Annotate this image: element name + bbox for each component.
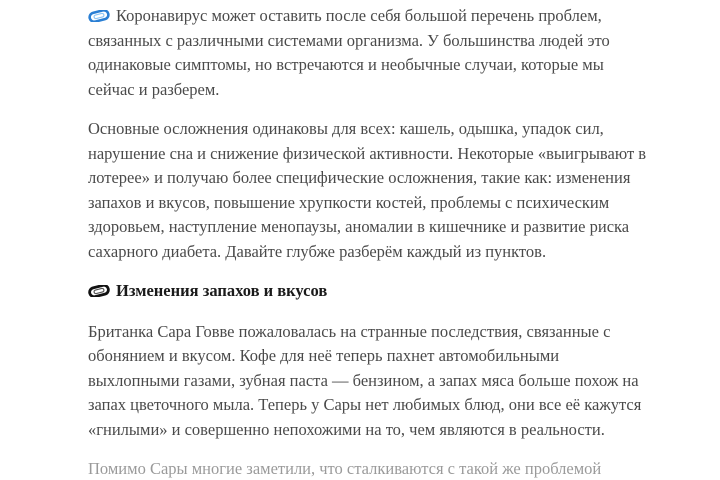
blue-paperclip-icon [88, 10, 110, 22]
story-paragraph: Британка Сара Говве пожаловалась на странные последствия, связанные с обонянием и вкусом. Кофе для неё теперь пахнет автомобильными выхлопными газами, зубная паста — бензином, а запах мяса больше похож на запах цветочного мыла. Теперь у Сары нет любимых блюд, они все её кажутся «гнилыми» и совершенно непохожими на то, чем являются в реальности. [88, 321, 642, 439]
cut-off-paragraph: Помимо Сары многие заметили, что сталкиваются с такой же проблемой [88, 459, 602, 478]
article-body [88, 4, 648, 480]
intro-paragraph [88, 4, 648, 102]
section-heading [88, 279, 648, 304]
section-heading-text: Изменения запахов и вкусов [116, 281, 328, 300]
intro-text: Коронавирус может оставить после себя большой перечень проблем, связанных с различными системами организма. У большинства людей это одинаковые симптомы, но встречаются и необычные случаи, которые мы сейчас и разберем. [88, 6, 610, 99]
black-paperclip-icon [88, 285, 110, 297]
complications-paragraph: Основные осложнения одинаковы для всех: кашель, одышка, упадок сил, нарушение сна и снижение физической активности. Некоторые «выигрывают в лотерее» и получаю более специфические осложнения, такие как: изменения запахов и вкусов, повышение хрупкости костей, проблемы с психическим здоровьем, наступление менопаузы, аномалии в кишечнике и развитие риска сахарного диабета. Давайте глубже разберём каждый из пунктов. [88, 119, 647, 261]
